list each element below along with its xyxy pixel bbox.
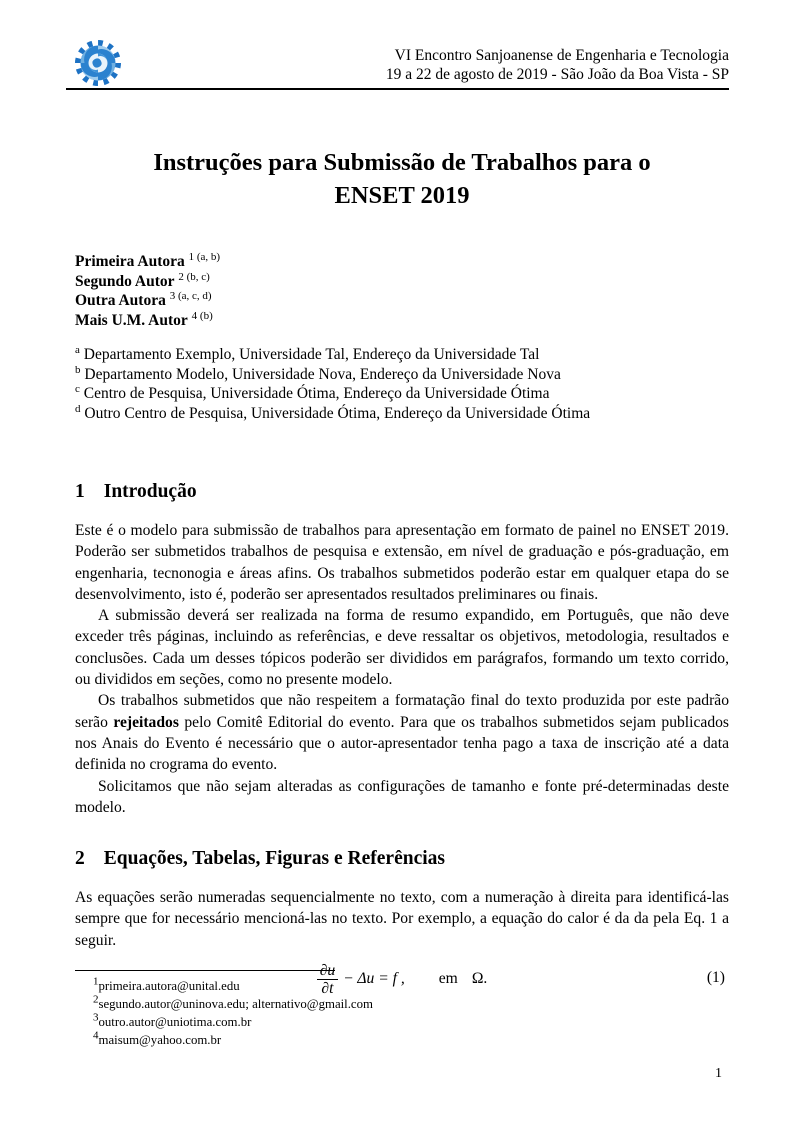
author-affiliation-marks: 4 (b) <box>191 309 213 322</box>
affiliation-line <box>75 345 729 365</box>
footnote-block <box>75 970 729 1049</box>
event-header-text <box>386 46 729 84</box>
affiliation-text: Centro de Pesquisa, Universidade Ótima, Endereço da Universidade Ótima <box>83 385 550 402</box>
affiliation-list <box>75 345 729 423</box>
section-1-paragraph-1: Este é o modelo para submissão de trabalhos para apresentação em formato de painel no ENSET 2019. Poderão ser submetidos trabalhos de pesquisa e extensão, em nível de graduação e pós-graduação, em engenharia, tecnonogia e áreas afins. Os trabalhos submetidos poderão estar em qualquer etapa do se desenvolvimento, isto é, poderão ser apresentados resultados preliminares ou finais. <box>75 522 729 603</box>
footnote-email: primeira.autora@unital.edu <box>98 979 240 993</box>
author-line <box>75 311 729 331</box>
section-1-heading <box>75 481 729 503</box>
footnote-email: segundo.autor@uninova.edu; alternativo@gmail.com <box>98 997 373 1011</box>
page-header <box>66 40 729 90</box>
footnote-mark: 3 <box>93 1011 99 1024</box>
affiliation-line <box>75 404 729 424</box>
footnote-mark: 1 <box>93 975 99 988</box>
paragraph-text: pelo Comitê Editorial do evento. Para que os trabalhos submetidos sejam publicados nos Anais do Evento é necessário que o autor-apresentador tenha pago a taxa de inscrição até a data definida no crograma do evento. <box>75 713 729 774</box>
affiliation-line <box>75 365 729 385</box>
section-1-number: 1 <box>75 481 85 502</box>
equation-number: (1) <box>706 969 725 987</box>
section-1-title: Introdução <box>103 481 197 502</box>
footnote-email: maisum@yahoo.com.br <box>98 1033 222 1047</box>
section-2-number: 2 <box>75 848 85 870</box>
footnote-mark: 2 <box>93 993 99 1006</box>
footnote-mark: 4 <box>93 1029 99 1042</box>
fraction-denominator: ∂t <box>321 979 334 997</box>
affiliation-text: Outro Centro de Pesquisa, Universidade Ótima, Endereço da Universidade Ótima <box>84 404 591 422</box>
author-list <box>75 252 729 330</box>
event-name: VI Encontro Sanjoanense de Engenharia e Tecnologia <box>394 47 729 64</box>
author-name: Segundo Autor <box>75 272 175 290</box>
rejected-emphasis: rejeitados <box>113 713 179 731</box>
footnote-rule <box>75 970 335 971</box>
gear-swirl-logo-icon <box>75 40 121 86</box>
footnote-line <box>75 1031 729 1049</box>
author-affiliation-marks: 1 (a, b) <box>188 250 221 263</box>
affiliation-text: Departamento Modelo, Universidade Nova, Endereço da Universidade Nova <box>84 365 561 383</box>
author-name: Primeira Autora <box>75 253 185 270</box>
author-affiliation-marks: 3 (a, c, d) <box>169 289 212 302</box>
author-name: Outra Autora <box>75 292 166 309</box>
footnote-line <box>75 977 729 995</box>
section-2-paragraph-1: As equações serão numeradas sequencialmente no texto, com a numeração à direita para identificá-las sempre que for necessário mencioná-las no texto. Por exemplo, a equação do calor é da da pela Eq. 1 a seguir. <box>75 889 729 949</box>
footnote-line <box>75 995 729 1013</box>
section-2-title: Equações, Tabelas, Figuras e Referências <box>103 848 445 870</box>
footnote-email: outro.autor@uniotima.com.br <box>98 1015 252 1029</box>
affiliation-mark: a <box>75 343 80 356</box>
section-2-heading <box>75 848 729 870</box>
paragraph-text: Os trabalhos submetidos que não respeitem a formatação final do texto produzida por este padrão serão <box>75 692 729 731</box>
affiliation-mark: c <box>75 382 80 395</box>
affiliation-mark: b <box>75 363 81 376</box>
equation-body: − Δu = f , <box>343 970 405 988</box>
paper-title <box>75 146 729 212</box>
author-affiliation-marks: 2 (b, c) <box>178 270 210 283</box>
author-name: Mais U.M. Autor <box>75 311 188 329</box>
section-1-paragraph-4: Solicitamos que não sejam alteradas as configurações de tamanho e fonte pré-determinadas deste modelo. <box>75 777 729 816</box>
footnote-line <box>75 1013 729 1031</box>
section-1-paragraph-2: A submissão deverá ser realizada na forma de resumo expandido, em Português, que não deve exceder três páginas, incluindo as referências, e deve ressaltar os objetivos, metodologia, resultados e conclusões. Cada um desses tópicos poderão ser divididos em parágrafos, formando um texto corrido, ou divididos em seções, como no presente modelo. <box>75 607 729 689</box>
event-date-location: 19 a 22 de agosto de 2019 - São João da Boa Vista - SP <box>385 66 729 83</box>
fraction-numerator: ∂u <box>317 962 339 980</box>
equation-where: em <box>438 970 458 988</box>
paper-title-line2: ENSET 2019 <box>334 182 470 209</box>
affiliation-mark: d <box>75 402 81 415</box>
affiliation-text: Departamento Exemplo, Universidade Tal, Endereço da Universidade Tal <box>83 346 540 363</box>
author-line <box>75 272 729 292</box>
section-1-paragraph-3 <box>75 690 729 775</box>
affiliation-line <box>75 384 729 404</box>
paper-title-line1: Instruções para Submissão de Trabalhos para o <box>153 149 651 176</box>
page-number: 1 <box>715 1066 722 1081</box>
author-line <box>75 252 729 272</box>
equation-domain: Ω. <box>471 970 488 988</box>
author-line <box>75 291 729 311</box>
